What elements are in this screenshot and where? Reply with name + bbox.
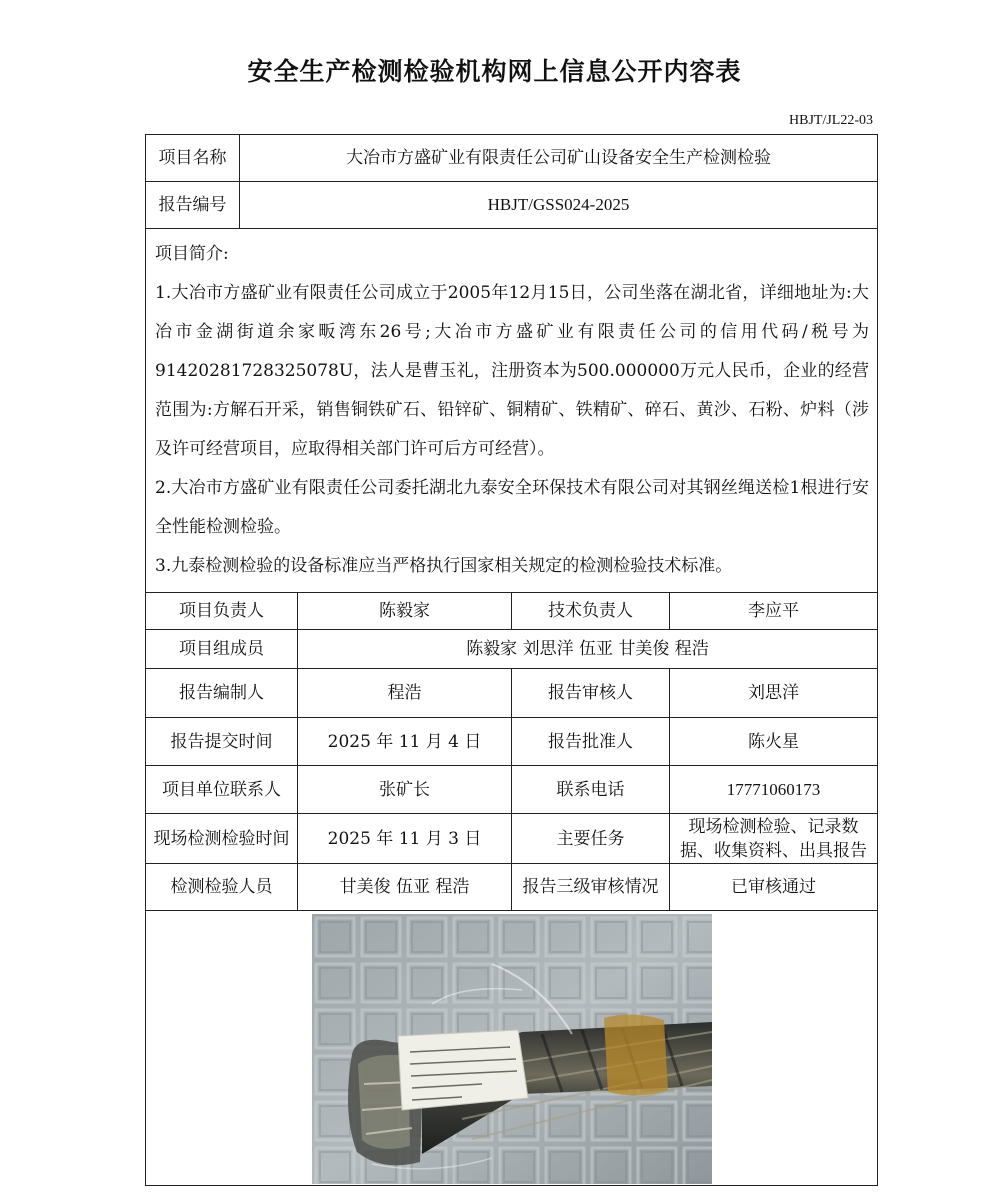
inspectors-row xyxy=(146,864,878,911)
phone-label: 联系电话 xyxy=(512,766,670,814)
review-status-label: 报告三级审核情况 xyxy=(512,864,670,911)
team-label: 项目组成员 xyxy=(146,630,298,669)
project-intro xyxy=(146,229,878,593)
reviewer-value: 刘思洋 xyxy=(670,669,878,718)
compiler-label: 报告编制人 xyxy=(146,669,298,718)
wire-rope-sample-photo xyxy=(312,914,712,1184)
project-name-row xyxy=(146,135,878,182)
intro-row xyxy=(146,229,878,593)
document-code: HBJT/JL22-03 xyxy=(789,113,873,128)
photo-cell xyxy=(146,911,878,1186)
project-name-value: 大冶市方盛矿业有限责任公司矿山设备安全生产检测检验 xyxy=(240,135,878,182)
tech-lead-value: 李应平 xyxy=(670,593,878,630)
onsite-row xyxy=(146,814,878,864)
submit-time-label: 报告提交时间 xyxy=(146,718,298,766)
intro-paragraph-2: 2.大冶市方盛矿业有限责任公司委托湖北九泰安全环保技术有限公司对其钢丝绳送检1根进行安全性能检测检验。 xyxy=(155,478,869,537)
project-lead-label: 项目负责人 xyxy=(146,593,298,630)
contact-label: 项目单位联系人 xyxy=(146,766,298,814)
report-no-row xyxy=(146,182,878,229)
reviewer-label: 报告审核人 xyxy=(512,669,670,718)
lead-row xyxy=(146,593,878,630)
main-task-value: 现场检测检验、记录数据、收集资料、出具报告 xyxy=(670,814,878,864)
inspectors-value: 甘美俊 伍亚 程浩 xyxy=(298,864,512,911)
inspectors-label: 检测检验人员 xyxy=(146,864,298,911)
report-no-label: 报告编号 xyxy=(146,182,240,229)
main-task-label: 主要任务 xyxy=(512,814,670,864)
tech-lead-label: 技术负责人 xyxy=(512,593,670,630)
intro-paragraph-3: 3.九泰检测检验的设备标准应当严格执行国家相关规定的检测检验技术标准。 xyxy=(155,556,733,576)
info-table xyxy=(145,134,878,1186)
photo-row xyxy=(146,911,878,1186)
wire-rope-photo-illustration xyxy=(312,914,712,1184)
project-name-label: 项目名称 xyxy=(146,135,240,182)
onsite-time-value: 2025 年 11 月 3 日 xyxy=(298,814,512,864)
contact-value: 张矿长 xyxy=(298,766,512,814)
submit-row xyxy=(146,718,878,766)
contact-row xyxy=(146,766,878,814)
approver-value: 陈火星 xyxy=(670,718,878,766)
onsite-time-label: 现场检测检验时间 xyxy=(146,814,298,864)
phone-value: 17771060173 xyxy=(670,766,878,814)
review-status-value: 已审核通过 xyxy=(670,864,878,911)
team-row xyxy=(146,630,878,669)
report-no-value: HBJT/GSS024-2025 xyxy=(240,182,878,229)
submit-time-value: 2025 年 11 月 4 日 xyxy=(298,718,512,766)
approver-label: 报告批准人 xyxy=(512,718,670,766)
team-value: 陈毅家 刘思洋 伍亚 甘美俊 程浩 xyxy=(298,630,878,669)
compiler-value: 程浩 xyxy=(298,669,512,718)
project-lead-value: 陈毅家 xyxy=(298,593,512,630)
intro-paragraph-1: 1.大冶市方盛矿业有限责任公司成立于2005年12月15日，公司坐落在湖北省，详细地址为:大冶市金湖街道余家畈湾东26号;大冶市方盛矿业有限责任公司的信用代码/税号为91420281728325078U，法人是曹玉礼，注册资本为500.000000万元人民币，企业的经营范围为:方解石开采，销售铜铁矿石、铅锌矿、铜精矿、铁精矿、碎石、黄沙、石粉、炉料（涉及许可经营项目，应取得相关部门许可后方可经营）。 xyxy=(155,283,869,459)
document-title: 安全生产检测检验机构网上信息公开内容表 xyxy=(247,57,742,86)
compiler-row xyxy=(146,669,878,718)
intro-heading: 项目简介: xyxy=(155,244,229,264)
